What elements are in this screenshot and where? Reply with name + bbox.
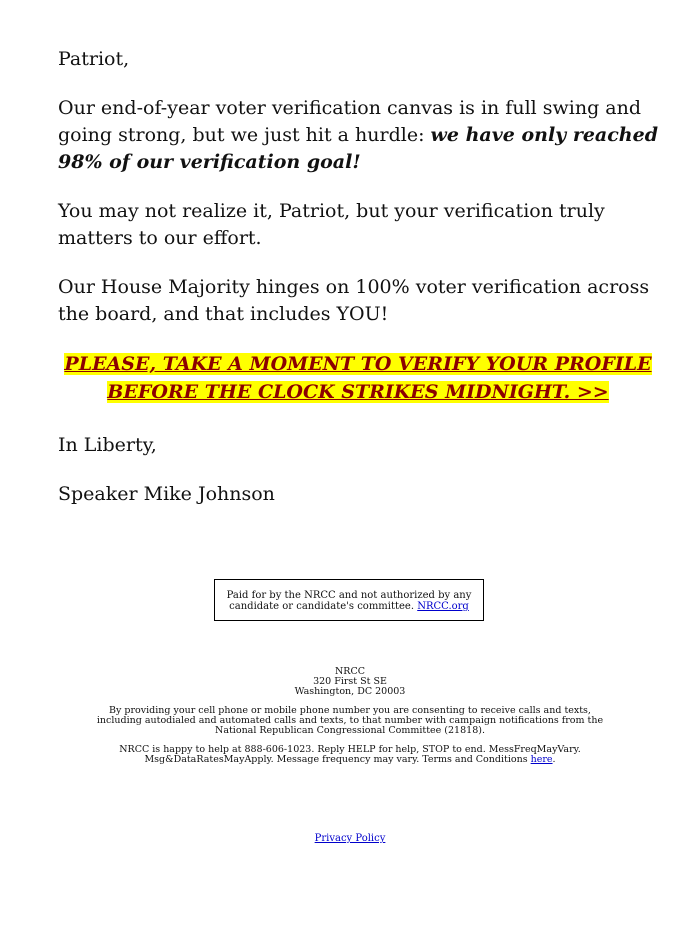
help-text [90, 745, 610, 765]
privacy-policy-link[interactable]: Privacy Policy [314, 833, 386, 844]
emphasis-goal-text: we have only reached 98% of our verification goal! [58, 124, 658, 173]
privacy-footer [0, 833, 700, 844]
paragraph-verification-matters: You may not realize it, Patriot, but your verification truly matters to our effort. [58, 200, 605, 249]
help-text-body: NRCC is happy to help at 888-606-1023. Reply HELP for help, STOP to end. MessFreqMayVary. Msg&DataRatesMayApply. Message frequency may vary. Terms and Conditions [119, 744, 581, 765]
salutation: Patriot, [58, 48, 130, 70]
closing: In Liberty, [58, 434, 157, 456]
cta-container [58, 350, 658, 406]
city-state-zip: Washington, DC 20003 [294, 686, 406, 697]
email-body [58, 46, 658, 530]
help-text-end: . [552, 754, 556, 765]
sms-consent-text: By providing your cell phone or mobile phone number you are consenting to receive calls and texts, including autodialed and automated calls and texts, to that number with campaign notifications from the National Republican Congressional Committee (21818). [96, 705, 604, 736]
footer [90, 667, 610, 765]
paragraph-hurdle-text: Our end-of-year voter verification canvas is in full swing and going strong, but we just hit a hurdle: [58, 97, 642, 146]
paragraph-hurdle [58, 95, 658, 176]
verify-profile-link[interactable]: PLEASE, TAKE A MOMENT TO VERIFY YOUR PROFILE BEFORE THE CLOCK STRIKES MIDNIGHT. >> [64, 353, 652, 403]
paragraph-house-majority: Our House Majority hinges on 100% voter verification across the board, and that includes YOU! [58, 276, 650, 325]
nrcc-org-link[interactable]: NRCC.org [417, 601, 469, 612]
paid-for-disclaimer-box [214, 579, 484, 621]
street-address: 320 First St SE [313, 676, 387, 687]
disclaimer-text: Paid for by the NRCC and not authorized by any candidate or candidate's committee. [226, 590, 472, 612]
signature: Speaker Mike Johnson [58, 483, 275, 505]
mailing-address [90, 667, 610, 697]
terms-link[interactable]: here [530, 754, 553, 765]
org-name: NRCC [334, 666, 365, 677]
